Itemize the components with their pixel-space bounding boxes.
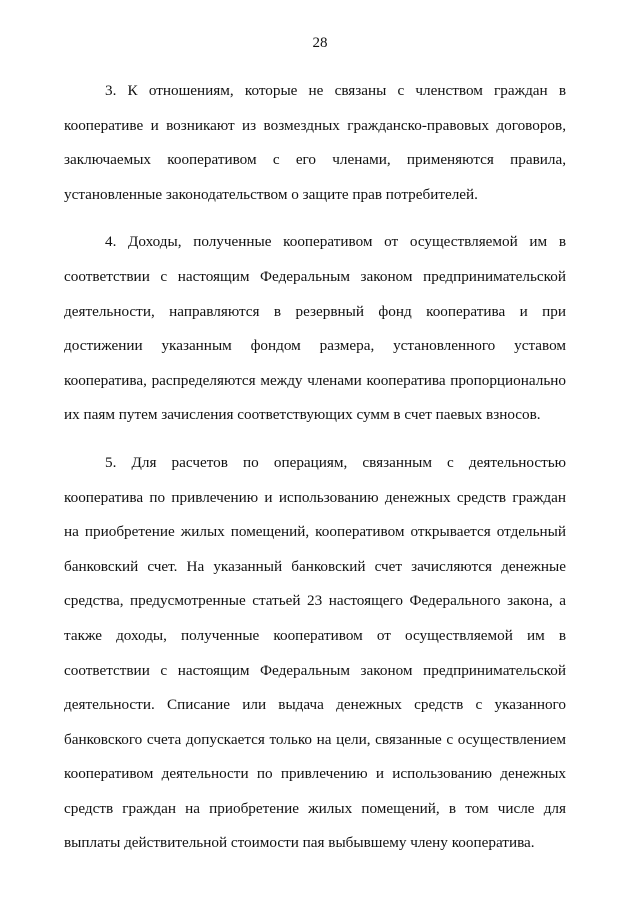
paragraph-3: 3. К отношениям, которые не связаны с членством граждан в кооперативе и возникают из возмездных гражданско-правовых договоров, заключаемых кооперативом с его членами, применяются правила, установленные законодательством о защите прав потребителей. (64, 82, 566, 203)
paragraph-5: 5. Для расчетов по операциям, связанным с деятельностью кооператива по привлечению и использованию денежных средств граждан на приобретение жилых помещений, кооперативом открывается отдельный банковский счет. На указанный банковский счет зачисляются денежные средства, предусмотренные статьей 23 настоящего Федерального закона, а также доходы, полученные кооперативом от осуществляемой им в соответствии с настоящим Федеральным законом предпринимательской деятельности. Списание или выдача денежных средств с указанного банковского счета допускается только на цели, связанные с осуществлением кооперативом деятельности по привлечению и использованию денежных средств граждан на приобретение жилых помещений, в том числе для выплаты действительной стоимости пая выбывшему члену кооператива. (64, 453, 566, 852)
page-number: 28 (312, 35, 328, 51)
document-body (64, 74, 566, 874)
paragraph-4: 4. Доходы, полученные кооперативом от осуществляемой им в соответствии с настоящим Федеральным законом предпринимательской деятельности, направляются в резервный фонд кооператива и при достижении указанным фондом размера, установленного уставом кооператива, распределяются между членами кооператива пропорционально их паям путем зачисления соответствующих сумм в счет паевых взносов. (64, 233, 566, 424)
